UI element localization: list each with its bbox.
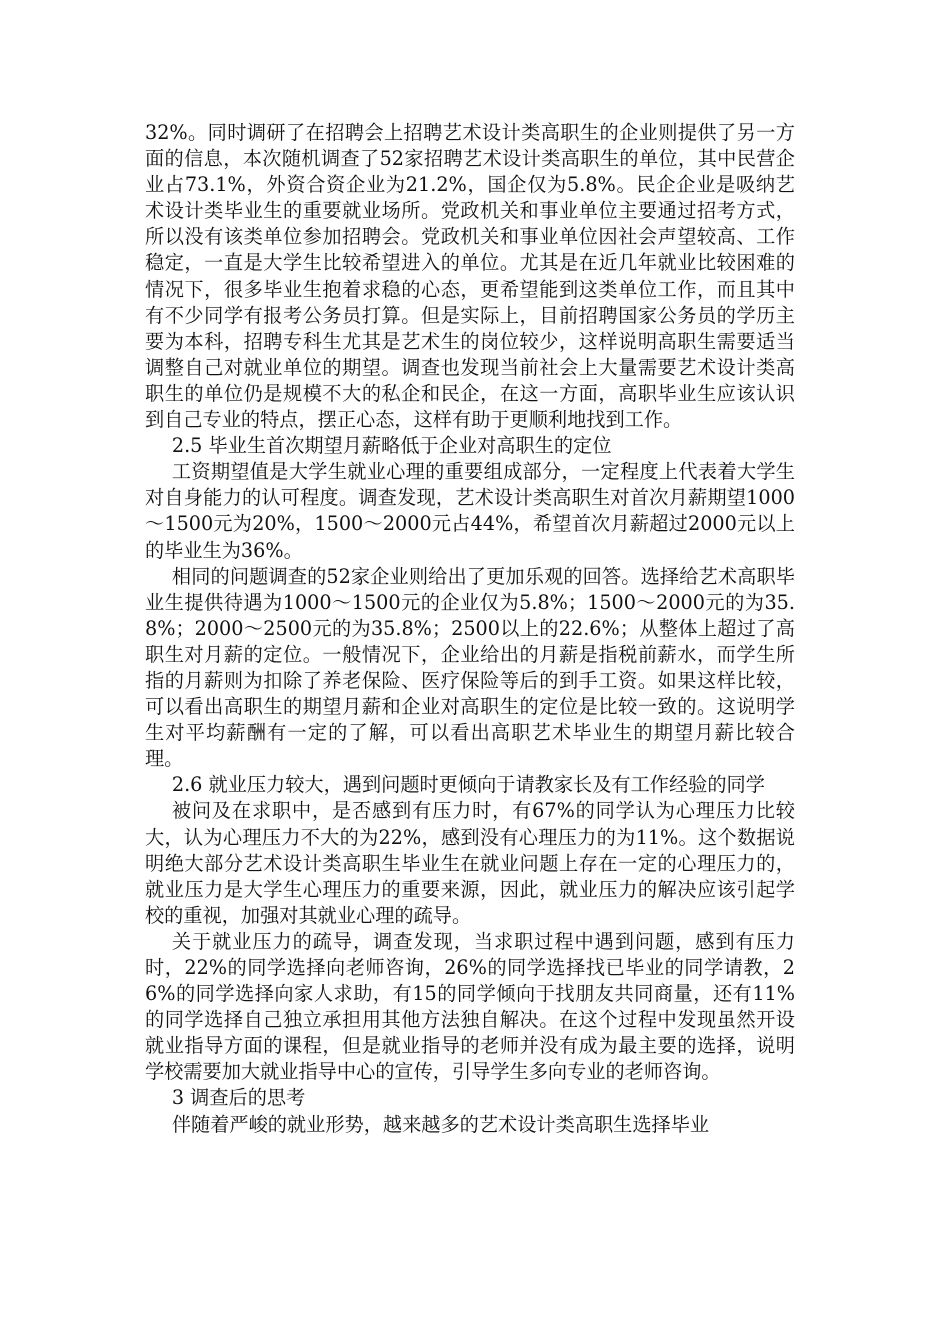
paragraph-salary-expectation: 工资期望值是大学生就业心理的重要组成部分，一定程度上代表着大学生对自身能力的认可程度。调查发现，艺术设计类高职生对首次月薪期望1000～1500元为20%，1500～2000元占44%，希望首次月薪超过2000元以上的毕业生为36%。: [145, 460, 795, 562]
paragraph-job-pressure: 被问及在求职中，是否感到有压力时，有67%的同学认为心理压力比较大，认为心理压力不大的为22%，感到没有心理压力的为11%。这个数据说明绝大部分艺术设计类高职生毕业生在就业问题上存在一定的心理压力的，就业压力是大学生心理压力的重要来源，因此，就业压力的解决应该引起学校的重视，加强对其就业心理的疏导。: [145, 799, 795, 927]
paragraph-pressure-guidance: 关于就业压力的疏导，调查发现，当求职过程中遇到问题，感到有压力时，22%的同学选择向老师咨询，26%的同学选择找已毕业的同学请教，26%的同学选择向家人求助，有15的同学倾向于找朋友共同商量，还有11%的同学选择自己独立承担用其他方法独自解决。在这个过程中发现虽然开设就业指导方面的课程，但是就业指导的老师并没有成为最主要的选择，说明学校需要加大就业指导中心的宣传，引导学生多向专业的老师咨询。: [145, 929, 795, 1084]
paragraph-employer-survey: 32%。同时调研了在招聘会上招聘艺术设计类高职生的企业则提供了另一方面的信息，本次随机调查了52家招聘艺术设计类高职生的单位，其中民营企业占73.1%，外资合资企业为21.2%，国企仅为5.8%。民企企业是吸纳艺术设计类毕业生的重要就业场所。党政机关和事业单位主要通过招考方式，所以没有该类单位参加招聘会。党政机关和事业单位因社会声望较高、工作稳定，一直是大学生比较希望进入的单位。尤其是在近几年就业比较困难的情况下，很多毕业生抱着求稳的心态，更希望能到这类单位工作，而且其中有不少同学有报考公务员打算。但是实际上，目前招聘国家公务员的学历主要为本科，招聘专科生尤其是艺术生的岗位较少，这样说明高职生需要适当调整自己对就业单位的期望。调查也发现当前社会上大量需要艺术设计类高职生的单位仍是规模不大的私企和民企，在这一方面，高职毕业生应该认识到自己专业的特点，摆正心态，这样有助于更顺利地找到工作。: [145, 121, 795, 432]
paragraph-reflection-start: 伴随着严峻的就业形势，越来越多的艺术设计类高职生选择毕业: [171, 1112, 710, 1136]
section-heading-2-6: 2.6 就业压力较大，遇到问题时更倾向于请教家长及有工作经验的同学: [171, 773, 765, 797]
section-heading-2-5: 2.5 毕业生首次期望月薪略低于企业对高职生的定位: [171, 434, 612, 458]
paragraph-employer-salary: 相同的问题调查的52家企业则给出了更加乐观的回答。选择给艺术高职毕业生提供待遇为1000～1500元的企业仅为5.8%；1500～2000元的为35.8%；2000～2500元的为35.8%；2500以上的22.6%；从整体上超过了高职生对月薪的定位。一般情况下，企业给出的月薪是指税前薪水，而学生所指的月薪则为扣除了养老保险、医疗保险等后的到手工资。如果这样比较，可以看出高职生的期望月薪和企业对高职生的定位是比较一致的。这说明学生对平均薪酬有一定的了解，可以看出高职艺术毕业生的期望月薪比较合理。: [145, 564, 795, 771]
section-heading-3: 3 调查后的思考: [171, 1086, 306, 1110]
document-body: [145, 120, 795, 1138]
